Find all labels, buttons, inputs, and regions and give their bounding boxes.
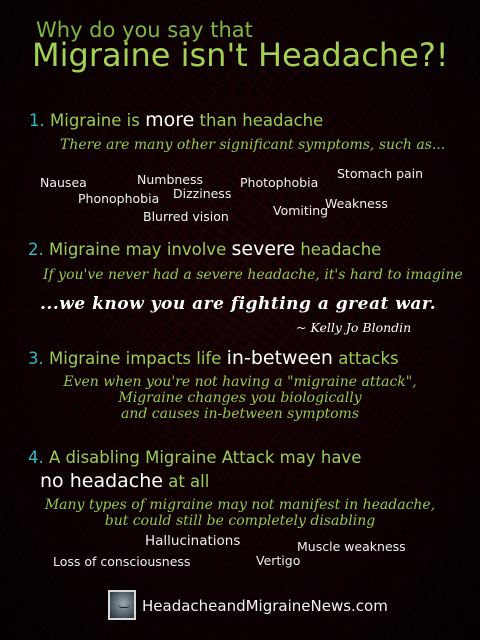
section-3-heading	[28, 347, 399, 369]
section-4-number: 4.	[28, 448, 44, 467]
section-2-number: 2.	[28, 240, 44, 259]
section-3-line-3: and causes in-between symptoms	[120, 406, 360, 422]
section-2-pre: Migraine may involve	[49, 240, 227, 259]
symptom-nausea: Nausea	[40, 175, 87, 190]
section-3-line-1: Even when you're not having a "migraine attack",	[63, 374, 417, 390]
section-2-emph: severe	[231, 238, 296, 260]
section-3-pre: Migraine impacts life	[49, 349, 222, 368]
website-link[interactable]: HeadacheandMigraineNews.com	[142, 597, 388, 615]
section-2-attribution: ~ Kelly Jo Blondin	[296, 320, 412, 335]
symptom-numbness: Numbness	[137, 172, 204, 187]
symptom-dizziness: Dizziness	[173, 186, 232, 201]
section-2-quote: ...we know you are fighting a great war.	[40, 294, 437, 314]
title-line-2: Migraine isn't Headache?!	[32, 36, 449, 74]
symptom-muscle-weakness: Muscle weakness	[297, 539, 406, 554]
section-3-emph: in-between	[226, 347, 333, 369]
section-1-pre: Migraine is	[50, 111, 140, 130]
section-4-line-1: A disabling Migraine Attack may have	[49, 448, 362, 467]
section-1-subtitle: There are many other significant symptoms, such as...	[60, 137, 446, 153]
section-2-heading	[28, 238, 381, 260]
site-logo-thumbnail	[108, 590, 136, 620]
symptom-vomiting: Vomiting	[273, 203, 329, 218]
section-4-emph: no headache	[40, 470, 163, 492]
section-4-heading-line-2	[40, 470, 209, 492]
section-1-emph: more	[145, 109, 195, 131]
symptom-stomach-pain: Stomach pain	[337, 166, 424, 181]
section-1-heading	[29, 109, 323, 131]
section-4-line-1-sub: Many types of migraine may not manifest in headache,	[44, 497, 436, 513]
title-line-1: Why do you say that	[36, 18, 253, 42]
closed-eye-icon	[118, 604, 130, 608]
section-3-number: 3.	[28, 349, 44, 368]
symptom-blurred-vision: Blurred vision	[143, 209, 229, 224]
section-2-subtitle: If you've never had a severe headache, it's hard to imagine	[43, 267, 463, 283]
symptom-loss-of-consciousness: Loss of consciousness	[53, 554, 191, 569]
symptom-weakness: Weakness	[325, 196, 388, 211]
section-4-line-2-sub: but could still be completely disabling	[104, 513, 376, 529]
section-4-heading-line-1	[28, 448, 361, 467]
section-1-number: 1.	[29, 111, 45, 130]
section-2-post: headache	[300, 240, 382, 259]
symptom-photophobia: Photophobia	[240, 175, 319, 190]
section-3-post: attacks	[338, 349, 399, 368]
section-1-post: than headache	[199, 111, 324, 130]
symptom-phonophobia: Phonophobia	[78, 191, 160, 206]
section-4-post: at all	[168, 472, 210, 491]
symptom-vertigo: Vertigo	[256, 553, 301, 568]
section-3-line-2: Migraine changes you biologically	[118, 390, 362, 406]
symptom-hallucinations: Hallucinations	[145, 533, 241, 549]
